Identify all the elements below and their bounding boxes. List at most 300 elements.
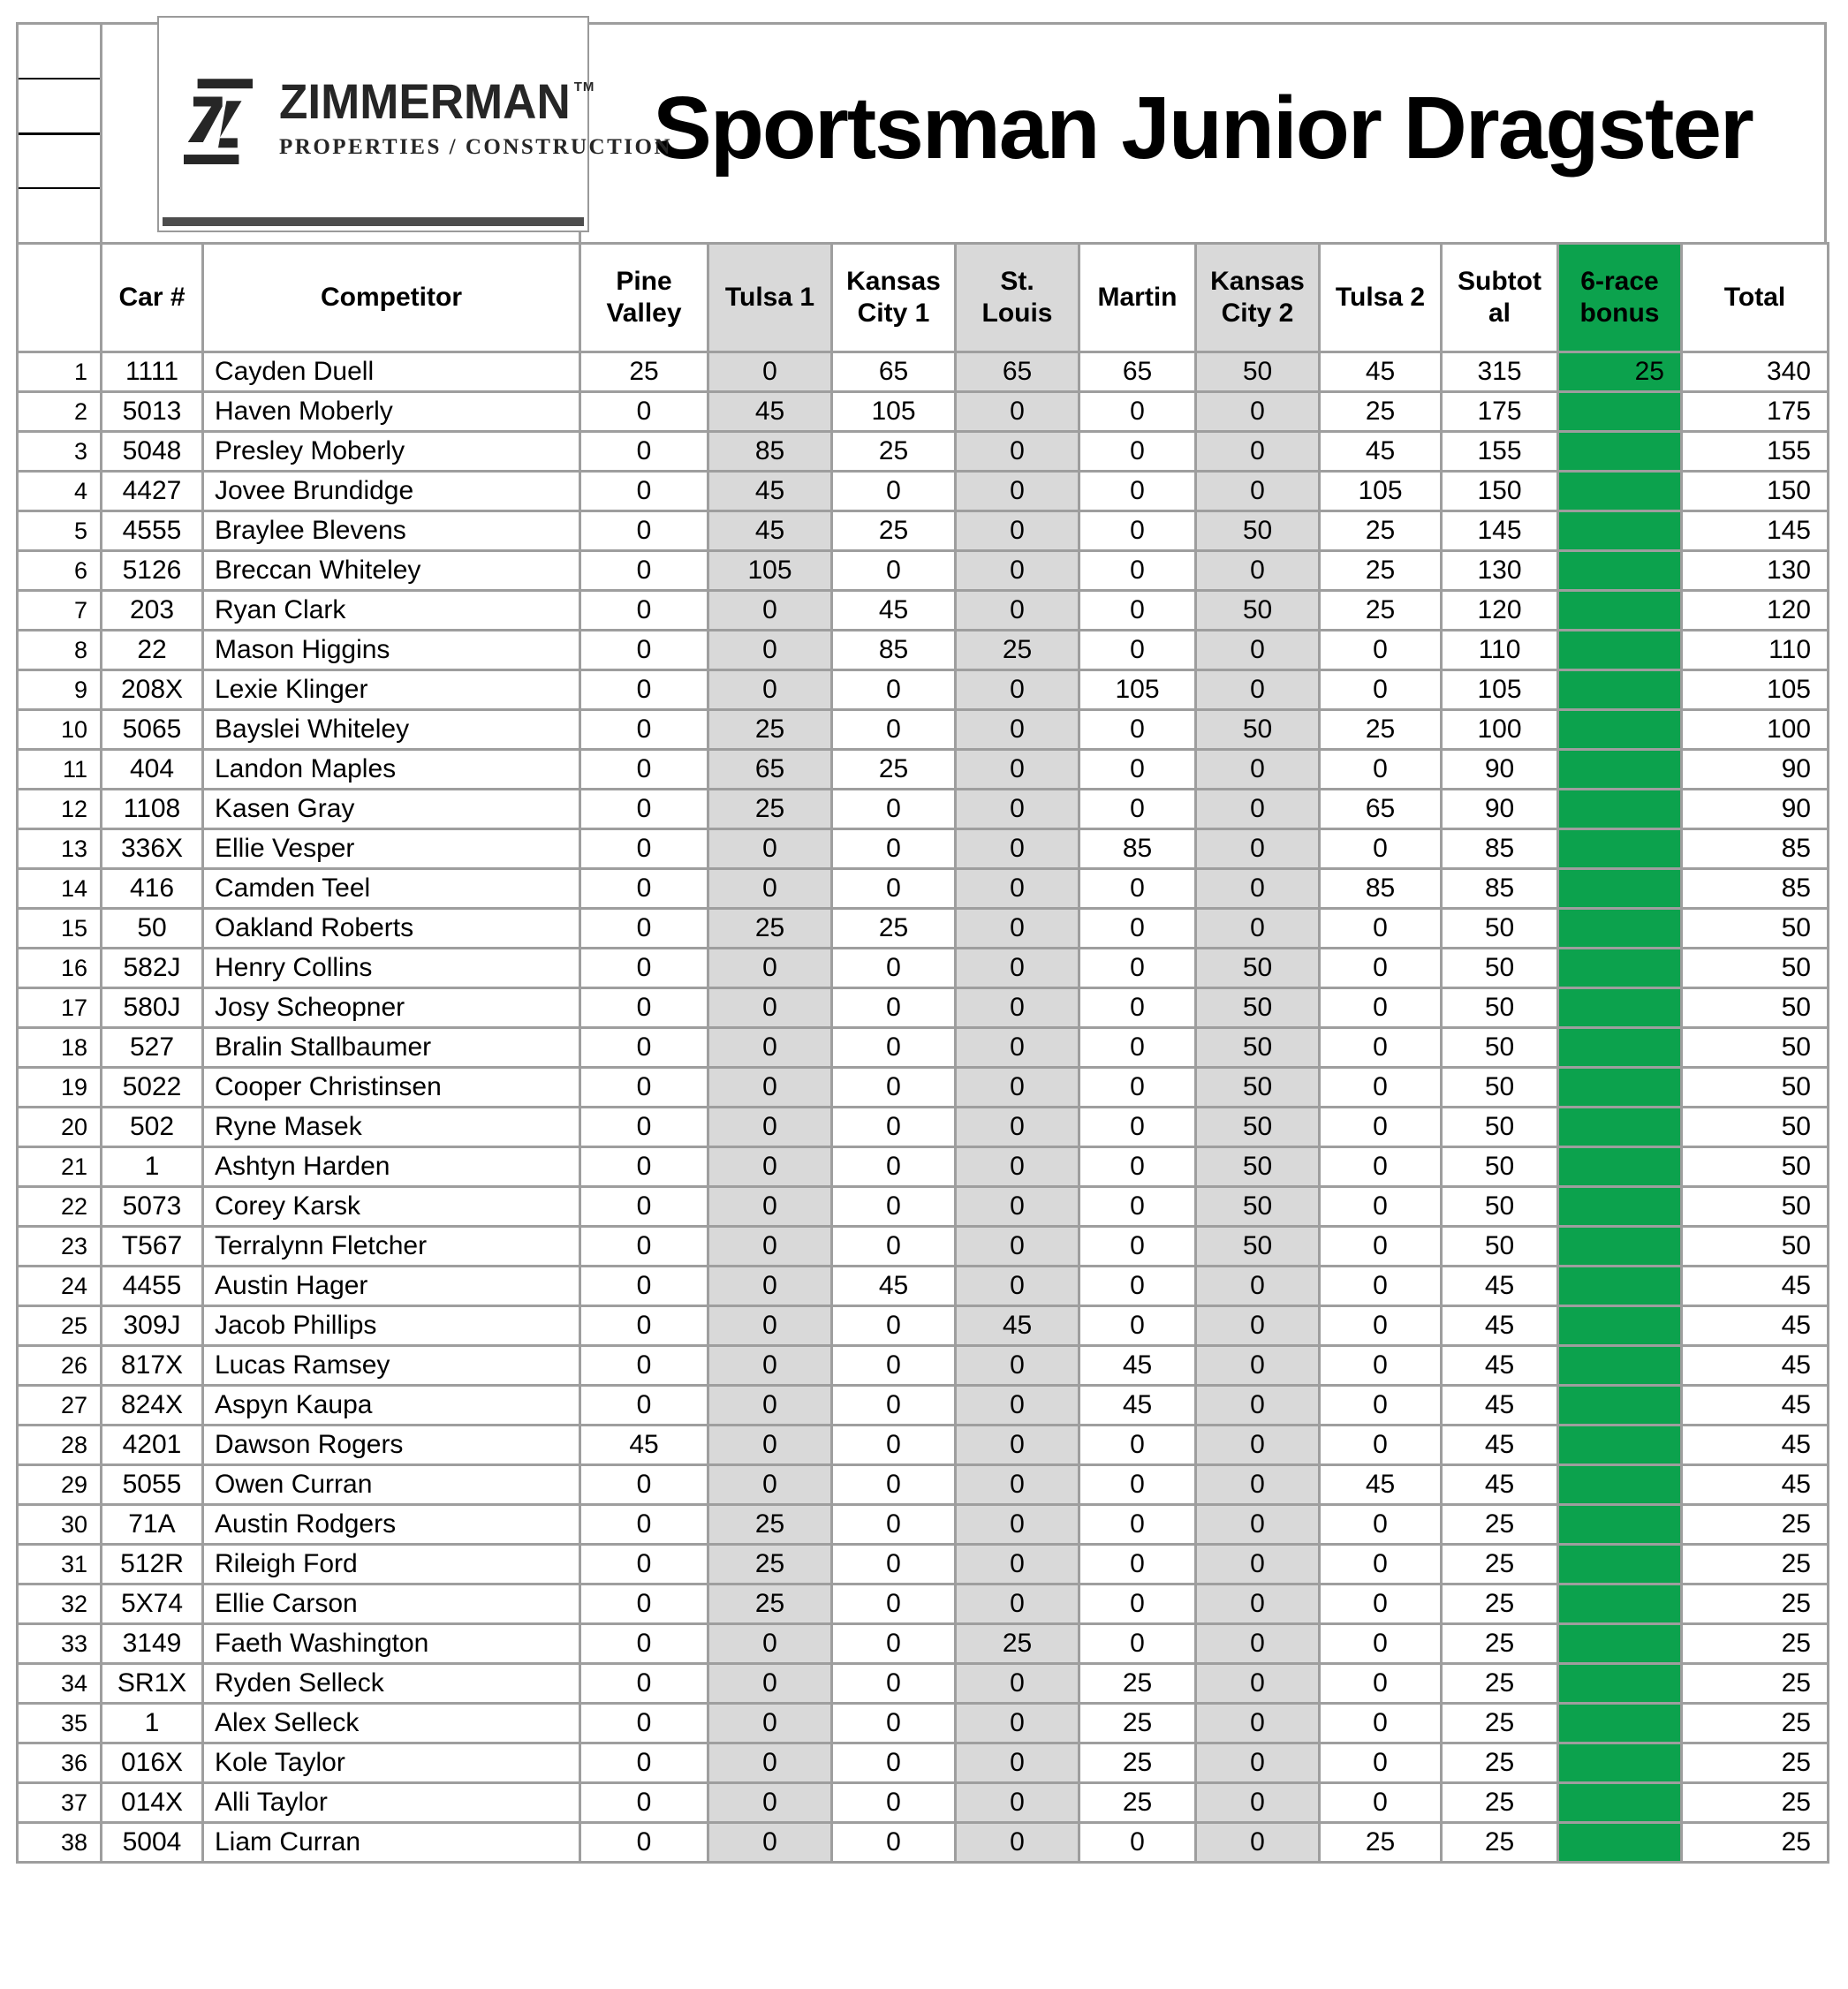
cell-total: 130	[1682, 551, 1829, 591]
table-row	[18, 1227, 1829, 1267]
cell-pine-valley: 0	[580, 1823, 708, 1863]
cell-car-number: 512R	[102, 1545, 203, 1584]
cell-pine-valley: 0	[580, 631, 708, 670]
cell-total: 45	[1682, 1346, 1829, 1386]
cell-kansas-city2: 0	[1196, 1743, 1320, 1783]
cell-rank: 11	[18, 750, 102, 790]
cell-competitor-name: Liam Curran	[203, 1823, 580, 1863]
cell-car-number: 582J	[102, 949, 203, 988]
cell-car-number: 5126	[102, 551, 203, 591]
cell-rank: 3	[18, 432, 102, 472]
empty-cell	[19, 79, 100, 135]
cell-kansas-city1: 0	[832, 1386, 956, 1426]
cell-tulsa1: 0	[708, 1783, 832, 1823]
cell-competitor-name: Mason Higgins	[203, 631, 580, 670]
cell-pine-valley: 0	[580, 1465, 708, 1505]
cell-rank: 35	[18, 1704, 102, 1743]
cell-st-louis: 25	[956, 631, 1079, 670]
cell-martin: 0	[1079, 392, 1196, 432]
table-row	[18, 710, 1829, 750]
cell-rank: 4	[18, 472, 102, 511]
cell-kansas-city2: 0	[1196, 909, 1320, 949]
cell-total: 50	[1682, 1028, 1829, 1068]
cell-kansas-city2: 0	[1196, 869, 1320, 909]
cell-martin: 105	[1079, 670, 1196, 710]
cell-pine-valley: 0	[580, 1386, 708, 1426]
cell-tulsa2: 0	[1320, 1227, 1442, 1267]
cell-6-race-bonus	[1558, 551, 1682, 591]
cell-kansas-city2: 0	[1196, 829, 1320, 869]
cell-total: 25	[1682, 1505, 1829, 1545]
cell-tulsa2: 0	[1320, 1664, 1442, 1704]
cell-competitor-name: Ellie Carson	[203, 1584, 580, 1624]
cell-competitor-name: Austin Rodgers	[203, 1505, 580, 1545]
cell-total: 145	[1682, 511, 1829, 551]
cell-total: 90	[1682, 790, 1829, 829]
header-row	[18, 244, 1829, 352]
cell-rank: 32	[18, 1584, 102, 1624]
cell-tulsa2: 0	[1320, 988, 1442, 1028]
cell-martin: 0	[1079, 551, 1196, 591]
cell-tulsa2: 25	[1320, 1823, 1442, 1863]
cell-tulsa2: 0	[1320, 750, 1442, 790]
cell-pine-valley: 0	[580, 591, 708, 631]
cell-subtotal: 45	[1442, 1386, 1558, 1426]
table-row	[18, 1386, 1829, 1426]
cell-rank: 14	[18, 869, 102, 909]
cell-total: 25	[1682, 1823, 1829, 1863]
cell-total: 155	[1682, 432, 1829, 472]
cell-rank: 37	[18, 1783, 102, 1823]
cell-rank: 5	[18, 511, 102, 551]
cell-pine-valley: 0	[580, 1187, 708, 1227]
cell-tulsa2: 0	[1320, 1386, 1442, 1426]
cell-kansas-city1: 0	[832, 1584, 956, 1624]
cell-st-louis: 0	[956, 1346, 1079, 1386]
cell-total: 50	[1682, 1187, 1829, 1227]
cell-rank: 13	[18, 829, 102, 869]
cell-6-race-bonus	[1558, 1505, 1682, 1545]
cell-tulsa1: 0	[708, 591, 832, 631]
cell-kansas-city1: 45	[832, 1267, 956, 1306]
cell-car-number: 1	[102, 1704, 203, 1743]
title-cell	[581, 25, 1824, 242]
cell-total: 105	[1682, 670, 1829, 710]
cell-tulsa2: 65	[1320, 790, 1442, 829]
cell-subtotal: 175	[1442, 392, 1558, 432]
table-row	[18, 1465, 1829, 1505]
cell-competitor-name: Henry Collins	[203, 949, 580, 988]
cell-tulsa2: 0	[1320, 1147, 1442, 1187]
cell-competitor-name: Rileigh Ford	[203, 1545, 580, 1584]
cell-total: 25	[1682, 1584, 1829, 1624]
table-row	[18, 988, 1829, 1028]
cell-kansas-city2: 0	[1196, 1306, 1320, 1346]
cell-car-number: 5022	[102, 1068, 203, 1108]
cell-car-number: 5013	[102, 392, 203, 432]
cell-car-number: SR1X	[102, 1664, 203, 1704]
cell-tulsa1: 0	[708, 869, 832, 909]
table-row	[18, 352, 1829, 392]
cell-st-louis: 0	[956, 1386, 1079, 1426]
cell-pine-valley: 0	[580, 511, 708, 551]
cell-6-race-bonus	[1558, 1584, 1682, 1624]
cell-total: 25	[1682, 1704, 1829, 1743]
cell-car-number: 824X	[102, 1386, 203, 1426]
cell-st-louis: 0	[956, 790, 1079, 829]
cell-kansas-city2: 0	[1196, 1505, 1320, 1545]
cell-subtotal: 25	[1442, 1664, 1558, 1704]
col-header-martin: Martin	[1079, 244, 1196, 352]
cell-rank: 8	[18, 631, 102, 670]
cell-tulsa1: 0	[708, 1386, 832, 1426]
table-row	[18, 1505, 1829, 1545]
cell-total: 45	[1682, 1426, 1829, 1465]
cell-rank: 2	[18, 392, 102, 432]
cell-st-louis: 0	[956, 1584, 1079, 1624]
cell-rank: 28	[18, 1426, 102, 1465]
col-header-kansas-city2: Kansas City 2	[1196, 244, 1320, 352]
cell-subtotal: 25	[1442, 1624, 1558, 1664]
cell-total: 90	[1682, 750, 1829, 790]
cell-subtotal: 315	[1442, 352, 1558, 392]
cell-6-race-bonus	[1558, 829, 1682, 869]
cell-tulsa2: 0	[1320, 1108, 1442, 1147]
cell-car-number: 71A	[102, 1505, 203, 1545]
cell-competitor-name: Bralin Stallbaumer	[203, 1028, 580, 1068]
cell-tulsa1: 0	[708, 1267, 832, 1306]
cell-st-louis: 65	[956, 352, 1079, 392]
table-row	[18, 392, 1829, 432]
col-header-pine-valley: Pine Valley	[580, 244, 708, 352]
zimmerman-z-icon	[184, 78, 253, 166]
cell-martin: 0	[1079, 1505, 1196, 1545]
cell-tulsa2: 0	[1320, 1624, 1442, 1664]
cell-tulsa2: 0	[1320, 1783, 1442, 1823]
cell-martin: 25	[1079, 1704, 1196, 1743]
cell-st-louis: 0	[956, 1743, 1079, 1783]
cell-st-louis: 0	[956, 750, 1079, 790]
cell-kansas-city2: 0	[1196, 1624, 1320, 1664]
cell-st-louis: 0	[956, 1823, 1079, 1863]
cell-car-number: 1108	[102, 790, 203, 829]
cell-competitor-name: Jacob Phillips	[203, 1306, 580, 1346]
cell-6-race-bonus	[1558, 1426, 1682, 1465]
cell-st-louis: 0	[956, 472, 1079, 511]
cell-kansas-city2: 0	[1196, 1267, 1320, 1306]
cell-total: 45	[1682, 1306, 1829, 1346]
cell-kansas-city1: 0	[832, 1704, 956, 1743]
cell-subtotal: 100	[1442, 710, 1558, 750]
cell-kansas-city2: 0	[1196, 1664, 1320, 1704]
cell-car-number: 817X	[102, 1346, 203, 1386]
cell-pine-valley: 0	[580, 988, 708, 1028]
cell-st-louis: 0	[956, 1664, 1079, 1704]
cell-kansas-city1: 0	[832, 1068, 956, 1108]
cell-car-number: 203	[102, 591, 203, 631]
cell-rank: 9	[18, 670, 102, 710]
cell-kansas-city1: 0	[832, 829, 956, 869]
cell-total: 85	[1682, 829, 1829, 869]
cell-kansas-city2: 50	[1196, 710, 1320, 750]
cell-car-number: 580J	[102, 988, 203, 1028]
cell-martin: 25	[1079, 1743, 1196, 1783]
cell-kansas-city1: 0	[832, 1108, 956, 1147]
cell-6-race-bonus	[1558, 1068, 1682, 1108]
cell-total: 45	[1682, 1267, 1829, 1306]
logo-brand-text: ZIMMERMAN	[279, 74, 571, 130]
cell-kansas-city1: 0	[832, 1147, 956, 1187]
cell-martin: 0	[1079, 1624, 1196, 1664]
cell-tulsa1: 25	[708, 909, 832, 949]
cell-tulsa2: 45	[1320, 1465, 1442, 1505]
cell-total: 50	[1682, 949, 1829, 988]
cell-tulsa1: 25	[708, 790, 832, 829]
cell-st-louis: 0	[956, 670, 1079, 710]
cell-tulsa1: 0	[708, 1068, 832, 1108]
cell-competitor-name: Presley Moberly	[203, 432, 580, 472]
cell-competitor-name: Faeth Washington	[203, 1624, 580, 1664]
cell-pine-valley: 0	[580, 1584, 708, 1624]
cell-subtotal: 25	[1442, 1743, 1558, 1783]
cell-kansas-city1: 0	[832, 710, 956, 750]
cell-6-race-bonus	[1558, 1783, 1682, 1823]
cell-tulsa1: 0	[708, 1346, 832, 1386]
cell-pine-valley: 0	[580, 1743, 708, 1783]
cell-car-number: 309J	[102, 1306, 203, 1346]
cell-st-louis: 0	[956, 1545, 1079, 1584]
cell-kansas-city2: 0	[1196, 790, 1320, 829]
cell-martin: 0	[1079, 1187, 1196, 1227]
cell-martin: 0	[1079, 750, 1196, 790]
cell-kansas-city2: 0	[1196, 1465, 1320, 1505]
cell-tulsa1: 0	[708, 1743, 832, 1783]
table-row	[18, 1624, 1829, 1664]
logo-tagline: PROPERTIES / CONSTRUCTION	[279, 135, 673, 159]
cell-kansas-city2: 50	[1196, 1108, 1320, 1147]
cell-st-louis: 0	[956, 1108, 1079, 1147]
cell-6-race-bonus	[1558, 1545, 1682, 1584]
cell-kansas-city1: 0	[832, 1823, 956, 1863]
table-row	[18, 511, 1829, 551]
cell-martin: 0	[1079, 1267, 1196, 1306]
cell-competitor-name: Kasen Gray	[203, 790, 580, 829]
cell-subtotal: 50	[1442, 949, 1558, 988]
cell-competitor-name: Cayden Duell	[203, 352, 580, 392]
table-row	[18, 472, 1829, 511]
cell-rank: 34	[18, 1664, 102, 1704]
cell-tulsa2: 105	[1320, 472, 1442, 511]
cell-tulsa1: 0	[708, 1108, 832, 1147]
cell-6-race-bonus	[1558, 670, 1682, 710]
cell-car-number: 502	[102, 1108, 203, 1147]
table-row	[18, 1346, 1829, 1386]
cell-car-number: 527	[102, 1028, 203, 1068]
cell-total: 110	[1682, 631, 1829, 670]
cell-martin: 0	[1079, 591, 1196, 631]
cell-competitor-name: Austin Hager	[203, 1267, 580, 1306]
cell-tulsa1: 0	[708, 1624, 832, 1664]
cell-subtotal: 25	[1442, 1704, 1558, 1743]
cell-kansas-city2: 0	[1196, 1545, 1320, 1584]
col-header-car: Car #	[102, 244, 203, 352]
cell-martin: 45	[1079, 1386, 1196, 1426]
cell-rank: 36	[18, 1743, 102, 1783]
cell-tulsa1: 0	[708, 1704, 832, 1743]
cell-6-race-bonus	[1558, 1227, 1682, 1267]
cell-martin: 0	[1079, 472, 1196, 511]
col-header-total: Total	[1682, 244, 1829, 352]
cell-subtotal: 45	[1442, 1465, 1558, 1505]
cell-car-number: 016X	[102, 1743, 203, 1783]
cell-martin: 0	[1079, 1068, 1196, 1108]
cell-tulsa1: 45	[708, 511, 832, 551]
cell-st-louis: 0	[956, 1028, 1079, 1068]
cell-kansas-city1: 85	[832, 631, 956, 670]
cell-6-race-bonus	[1558, 511, 1682, 551]
cell-st-louis: 25	[956, 1624, 1079, 1664]
cell-rank: 1	[18, 352, 102, 392]
cell-tulsa2: 45	[1320, 352, 1442, 392]
cell-kansas-city2: 0	[1196, 432, 1320, 472]
cell-rank: 17	[18, 988, 102, 1028]
cell-kansas-city1: 0	[832, 988, 956, 1028]
cell-pine-valley: 0	[580, 1147, 708, 1187]
cell-tulsa1: 0	[708, 1664, 832, 1704]
cell-competitor-name: Landon Maples	[203, 750, 580, 790]
table-row	[18, 949, 1829, 988]
cell-kansas-city2: 0	[1196, 392, 1320, 432]
cell-martin: 0	[1079, 1028, 1196, 1068]
cell-tulsa2: 0	[1320, 1306, 1442, 1346]
cell-total: 25	[1682, 1624, 1829, 1664]
cell-tulsa1: 25	[708, 1545, 832, 1584]
logo-bottom-bar	[163, 217, 584, 226]
cell-st-louis: 0	[956, 1187, 1079, 1227]
cell-tulsa1: 65	[708, 750, 832, 790]
cell-total: 120	[1682, 591, 1829, 631]
cell-car-number: 416	[102, 869, 203, 909]
cell-kansas-city2: 50	[1196, 1068, 1320, 1108]
table-row	[18, 1028, 1829, 1068]
cell-tulsa2: 0	[1320, 1545, 1442, 1584]
cell-competitor-name: Jovee Brundidge	[203, 472, 580, 511]
empty-cell	[19, 135, 100, 190]
cell-tulsa2: 0	[1320, 1187, 1442, 1227]
cell-competitor-name: Haven Moberly	[203, 392, 580, 432]
cell-car-number: 5073	[102, 1187, 203, 1227]
cell-car-number: 3149	[102, 1624, 203, 1664]
cell-martin: 0	[1079, 1584, 1196, 1624]
cell-pine-valley: 0	[580, 1068, 708, 1108]
cell-tulsa1: 0	[708, 1147, 832, 1187]
col-header-competitor: Competitor	[203, 244, 580, 352]
cell-martin: 0	[1079, 511, 1196, 551]
cell-kansas-city2: 0	[1196, 750, 1320, 790]
cell-car-number: 5065	[102, 710, 203, 750]
cell-tulsa1: 45	[708, 392, 832, 432]
cell-kansas-city1: 0	[832, 472, 956, 511]
cell-tulsa1: 105	[708, 551, 832, 591]
cell-kansas-city2: 0	[1196, 1346, 1320, 1386]
cell-tulsa2: 25	[1320, 551, 1442, 591]
cell-kansas-city2: 0	[1196, 472, 1320, 511]
cell-kansas-city1: 65	[832, 352, 956, 392]
cell-kansas-city1: 105	[832, 392, 956, 432]
cell-total: 45	[1682, 1465, 1829, 1505]
cell-subtotal: 25	[1442, 1505, 1558, 1545]
cell-kansas-city1: 25	[832, 432, 956, 472]
cell-pine-valley: 0	[580, 1108, 708, 1147]
cell-martin: 0	[1079, 1306, 1196, 1346]
cell-subtotal: 45	[1442, 1306, 1558, 1346]
empty-cell	[19, 189, 100, 242]
cell-6-race-bonus	[1558, 1028, 1682, 1068]
cell-subtotal: 130	[1442, 551, 1558, 591]
cell-pine-valley: 0	[580, 949, 708, 988]
cell-martin: 0	[1079, 869, 1196, 909]
standings-table	[16, 242, 1829, 1864]
cell-competitor-name: Kole Taylor	[203, 1743, 580, 1783]
cell-6-race-bonus	[1558, 750, 1682, 790]
cell-martin: 0	[1079, 988, 1196, 1028]
cell-pine-valley: 0	[580, 1346, 708, 1386]
cell-rank: 23	[18, 1227, 102, 1267]
cell-tulsa1: 25	[708, 1584, 832, 1624]
table-row	[18, 551, 1829, 591]
cell-total: 175	[1682, 392, 1829, 432]
table-row	[18, 869, 1829, 909]
cell-tulsa1: 0	[708, 1306, 832, 1346]
cell-competitor-name: Aspyn Kaupa	[203, 1386, 580, 1426]
cell-subtotal: 45	[1442, 1346, 1558, 1386]
cell-6-race-bonus	[1558, 1743, 1682, 1783]
table-row	[18, 1147, 1829, 1187]
cell-6-race-bonus	[1558, 591, 1682, 631]
cell-pine-valley: 0	[580, 1267, 708, 1306]
table-row	[18, 432, 1829, 472]
cell-6-race-bonus	[1558, 1664, 1682, 1704]
cell-competitor-name: Terralynn Fletcher	[203, 1227, 580, 1267]
cell-rank: 22	[18, 1187, 102, 1227]
cell-tulsa1: 25	[708, 710, 832, 750]
cell-6-race-bonus	[1558, 1386, 1682, 1426]
cell-car-number: 404	[102, 750, 203, 790]
cell-tulsa2: 0	[1320, 829, 1442, 869]
cell-rank: 31	[18, 1545, 102, 1584]
cell-tulsa1: 0	[708, 949, 832, 988]
cell-kansas-city2: 0	[1196, 1386, 1320, 1426]
cell-st-louis: 0	[956, 988, 1079, 1028]
cell-subtotal: 50	[1442, 909, 1558, 949]
cell-kansas-city2: 0	[1196, 631, 1320, 670]
cell-tulsa2: 25	[1320, 591, 1442, 631]
cell-car-number: 50	[102, 909, 203, 949]
cell-subtotal: 50	[1442, 988, 1558, 1028]
cell-pine-valley: 45	[580, 1426, 708, 1465]
cell-tulsa2: 0	[1320, 1704, 1442, 1743]
cell-competitor-name: Ellie Vesper	[203, 829, 580, 869]
cell-6-race-bonus	[1558, 710, 1682, 750]
table-row	[18, 909, 1829, 949]
cell-kansas-city2: 50	[1196, 1227, 1320, 1267]
cell-martin: 0	[1079, 1465, 1196, 1505]
empty-cell	[19, 25, 100, 79]
cell-tulsa2: 0	[1320, 1426, 1442, 1465]
cell-car-number: 4201	[102, 1426, 203, 1465]
cell-pine-valley: 0	[580, 829, 708, 869]
cell-st-louis: 0	[956, 432, 1079, 472]
